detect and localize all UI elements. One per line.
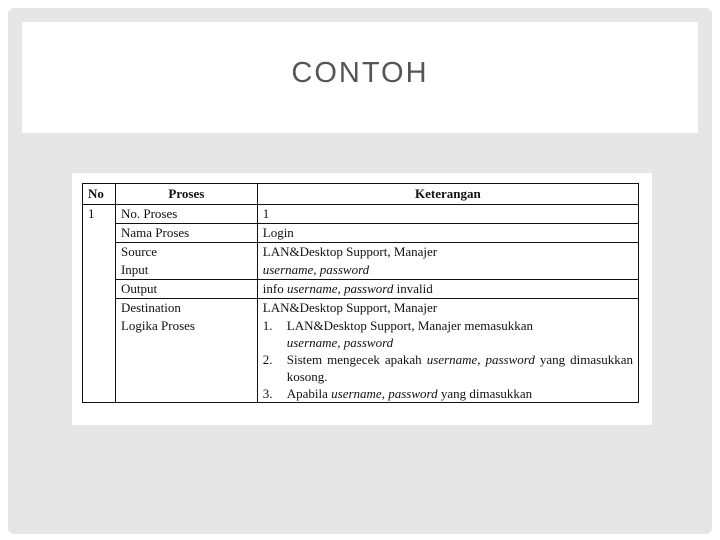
cell-keterangan: LAN&Desktop Support, Manajer bbox=[257, 299, 638, 318]
logika-step bbox=[263, 351, 633, 385]
step-text bbox=[287, 317, 633, 351]
header-no: No bbox=[83, 184, 116, 205]
table-row bbox=[83, 299, 639, 318]
header-proses: Proses bbox=[115, 184, 257, 205]
step-text-main: LAN&Desktop Support, Manajer memasukkan bbox=[286, 318, 533, 333]
table-row bbox=[83, 243, 639, 262]
cell-no-empty bbox=[83, 280, 116, 299]
cell-proses: Nama Proses bbox=[115, 224, 257, 243]
cell-proses: No. Proses bbox=[115, 205, 257, 224]
cell-proses: Destination bbox=[115, 299, 257, 318]
step-number: 1. bbox=[262, 318, 273, 333]
keterangan-prefix: info bbox=[262, 281, 287, 296]
slide-title: CONTOH bbox=[291, 57, 429, 89]
logika-step bbox=[263, 317, 633, 351]
cell-no-empty bbox=[83, 243, 116, 262]
process-spec-table bbox=[82, 183, 639, 403]
cell-keterangan: 1 bbox=[257, 205, 638, 224]
table-image-panel bbox=[72, 173, 652, 425]
cell-proses: Source bbox=[115, 243, 257, 262]
cell-keterangan bbox=[257, 280, 638, 299]
cell-no: 1 bbox=[83, 205, 116, 224]
table-row bbox=[83, 224, 639, 243]
logika-step bbox=[263, 385, 633, 402]
cell-proses: Input bbox=[115, 261, 257, 280]
table-row bbox=[83, 317, 639, 403]
step-text-post: yang dimasukkan bbox=[437, 386, 533, 401]
table-header-row bbox=[83, 184, 639, 205]
step-text-italic: username, password bbox=[286, 335, 394, 350]
keterangan-suffix: invalid bbox=[393, 281, 433, 296]
cell-no-empty bbox=[83, 317, 116, 403]
step-number: 2. bbox=[262, 352, 273, 367]
title-box bbox=[22, 22, 698, 133]
keterangan-italic: username, password bbox=[286, 281, 394, 296]
step-text-pre: Sistem mengecek apakah bbox=[286, 352, 427, 367]
step-text-post: yang dimasukkan kosong. bbox=[286, 352, 633, 384]
cell-proses: Logika Proses bbox=[115, 317, 257, 403]
step-text-italic: username, password bbox=[426, 352, 535, 367]
slide bbox=[8, 8, 712, 534]
cell-no-empty bbox=[83, 261, 116, 280]
step-text bbox=[287, 385, 633, 402]
cell-no-empty bbox=[83, 224, 116, 243]
table-row bbox=[83, 205, 639, 224]
cell-keterangan: LAN&Desktop Support, Manajer bbox=[257, 243, 638, 262]
cell-proses: Output bbox=[115, 280, 257, 299]
table-row bbox=[83, 280, 639, 299]
step-text bbox=[287, 351, 633, 385]
cell-no-empty bbox=[83, 299, 116, 318]
table-row bbox=[83, 261, 639, 280]
header-keterangan: Keterangan bbox=[257, 184, 638, 205]
step-number: 3. bbox=[262, 386, 273, 401]
cell-keterangan: Login bbox=[257, 224, 638, 243]
cell-keterangan: username, password bbox=[257, 261, 638, 280]
logika-steps bbox=[263, 317, 633, 402]
step-text-pre: Apabila bbox=[286, 386, 332, 401]
step-text-italic: username, password bbox=[331, 386, 438, 401]
cell-keterangan bbox=[257, 317, 638, 403]
